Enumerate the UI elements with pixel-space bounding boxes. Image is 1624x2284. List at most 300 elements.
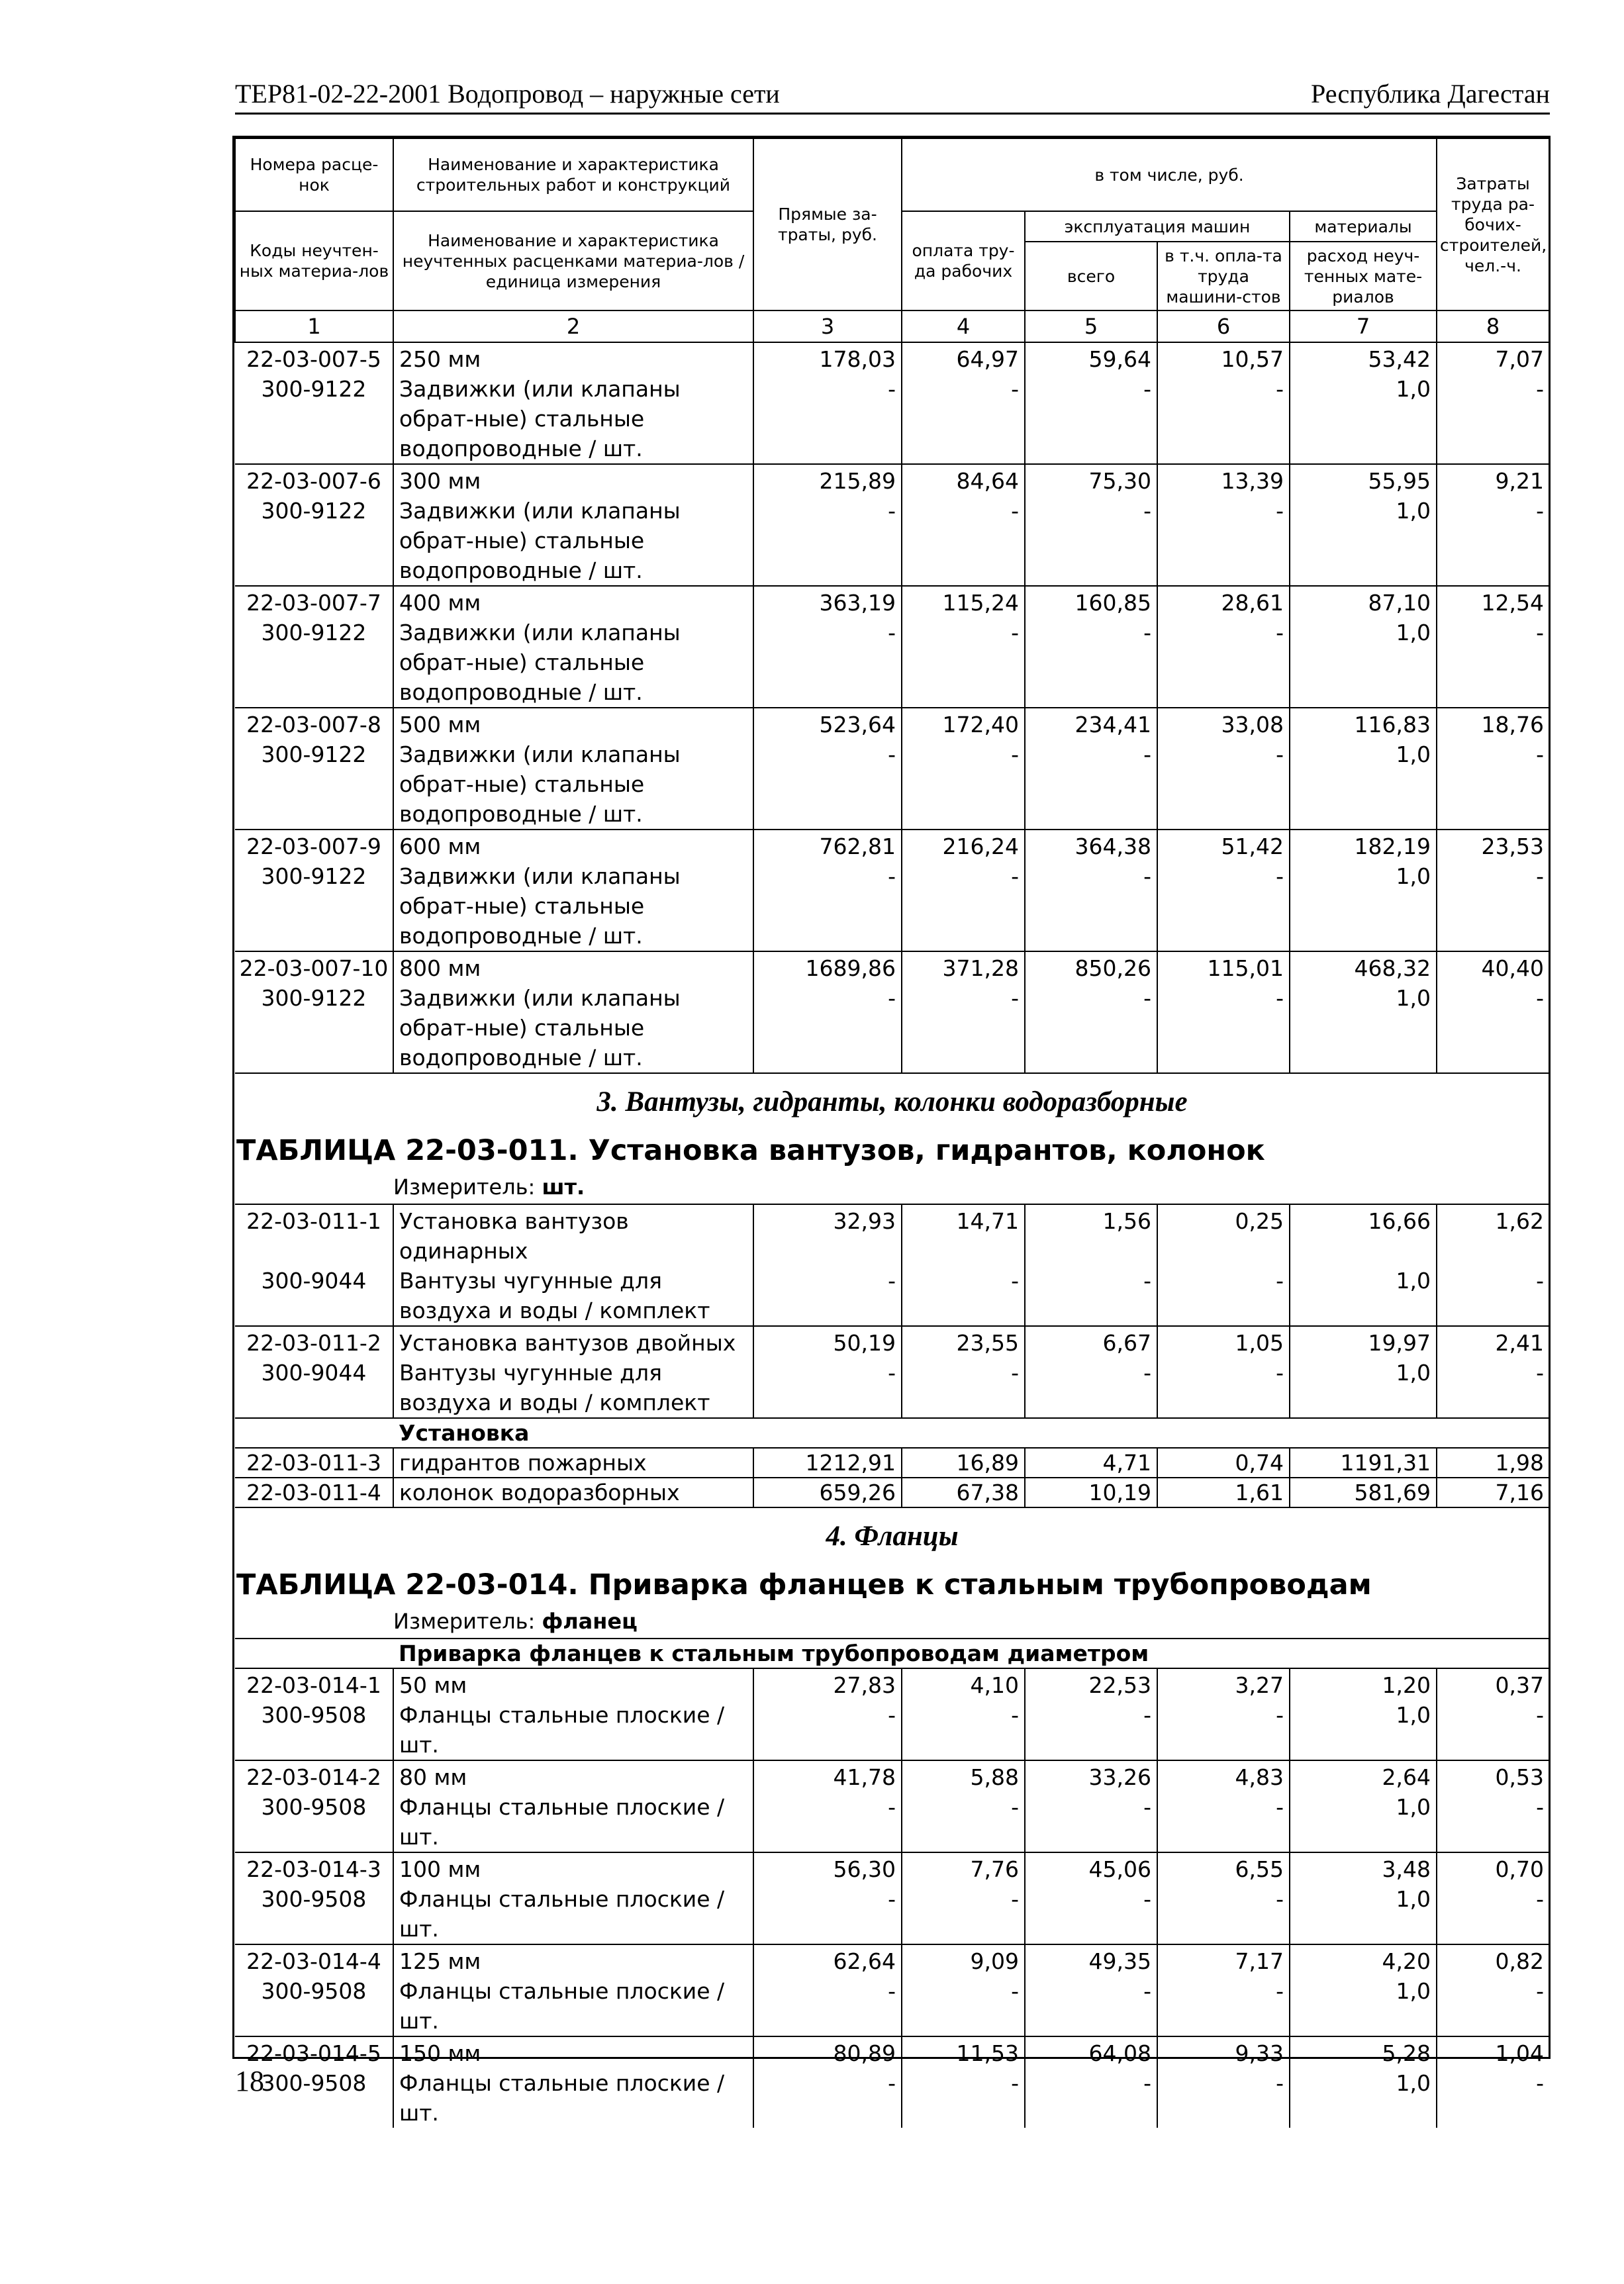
- work-name: 125 мм: [393, 1944, 753, 1976]
- machinist-pay-dash: -: [1157, 983, 1290, 1073]
- material-name: Задвижки (или клапаны обрат-ные) стальные водопроводные / шт.: [393, 374, 753, 464]
- labor-hours: 1,62: [1437, 1204, 1549, 1266]
- labor-hours: 1,04: [1437, 2036, 1549, 2068]
- worker-pay: 7,76: [902, 1852, 1025, 1884]
- labor-hours-dash: -: [1437, 1884, 1549, 1944]
- labor-hours-dash: -: [1437, 1700, 1549, 1760]
- work-name: 50 мм: [393, 1668, 753, 1700]
- material-consumption: 1,0: [1290, 1266, 1437, 1326]
- machinist-pay: 13,39: [1157, 464, 1290, 496]
- direct-costs: 27,83: [753, 1668, 902, 1700]
- rate-code: 22-03-007-6: [235, 464, 393, 496]
- material-row: [235, 1976, 1549, 2036]
- material-code: 300-9508: [261, 2070, 367, 2096]
- labor-hours: 0,53: [1437, 1760, 1549, 1792]
- rate-row: [235, 1852, 1549, 1884]
- column-number: 3: [753, 310, 902, 342]
- work-name: 500 мм: [393, 708, 753, 739]
- rate-code: 22-03-011-3: [235, 1448, 393, 1478]
- machines-total-dash: -: [1025, 861, 1157, 951]
- worker-pay-dash: -: [902, 1266, 1025, 1326]
- direct-costs-dash: -: [753, 1976, 902, 2036]
- material-name: Фланцы стальные плоские / шт.: [393, 2068, 753, 2128]
- machines-total-dash: -: [1025, 1700, 1157, 1760]
- section-title: 4. Фланцы: [826, 1521, 959, 1552]
- header-material-name: Наименование и характеристика неучтенных расценками материа-лов / единица измерения: [393, 211, 753, 310]
- machinist-pay: 7,17: [1157, 1944, 1290, 1976]
- material-row: [235, 1884, 1549, 1944]
- material-code: 300-9122: [261, 863, 367, 889]
- machines-total: 49,35: [1025, 1944, 1157, 1976]
- column-number: 8: [1437, 310, 1549, 342]
- material-row: [235, 1792, 1549, 1852]
- machines-total: 1,56: [1025, 1204, 1157, 1266]
- column-number: 1: [235, 310, 393, 342]
- material-consumption: 1,0: [1290, 2068, 1437, 2128]
- worker-pay-dash: -: [902, 1976, 1025, 2036]
- worker-pay: 23,55: [902, 1326, 1025, 1358]
- header-machinist-pay: в т.ч. опла-та труда машини-стов: [1157, 242, 1290, 310]
- labor-hours: 1,98: [1437, 1448, 1549, 1478]
- worker-pay-dash: -: [902, 983, 1025, 1073]
- labor-hours: 40,40: [1437, 951, 1549, 983]
- materials-cost: 3,48: [1290, 1852, 1437, 1884]
- work-name: колонок водоразборных: [393, 1478, 753, 1507]
- rate-code: 22-03-011-2: [235, 1326, 393, 1358]
- materials-cost: 182,19: [1290, 830, 1437, 861]
- measure-value: фланец: [542, 1609, 638, 1634]
- header-rate-number: Номера расце-нок: [235, 138, 393, 211]
- machines-total-dash: -: [1025, 618, 1157, 708]
- machinist-pay: 3,27: [1157, 1668, 1290, 1700]
- worker-pay-dash: -: [902, 1358, 1025, 1418]
- direct-costs-dash: -: [753, 861, 902, 951]
- material-code: 300-9508: [261, 1794, 367, 1820]
- materials-cost: 1,20: [1290, 1668, 1437, 1700]
- worker-pay: 14,71: [902, 1204, 1025, 1266]
- work-name: Установка вантузов двойных: [393, 1326, 753, 1358]
- material-name: Задвижки (или клапаны обрат-ные) стальные водопроводные / шт.: [393, 496, 753, 586]
- direct-costs: 659,26: [753, 1478, 902, 1507]
- subheading-row: [235, 1418, 1549, 1448]
- material-code: 300-9122: [261, 498, 367, 524]
- machinist-pay: 4,83: [1157, 1760, 1290, 1792]
- rate-code: 22-03-007-10: [235, 951, 393, 983]
- header-machines: эксплуатация машин: [1025, 211, 1290, 242]
- rate-row: [235, 342, 1549, 374]
- material-row: [235, 374, 1549, 464]
- work-name: 600 мм: [393, 830, 753, 861]
- material-row: [235, 861, 1549, 951]
- machines-total: 33,26: [1025, 1760, 1157, 1792]
- header-material-code: Коды неучтен-ных материа-лов: [235, 211, 393, 310]
- section-block: [235, 1507, 1549, 1639]
- direct-costs: 363,19: [753, 586, 902, 618]
- worker-pay: 67,38: [902, 1478, 1025, 1507]
- header-material-consumption: расход неуч-тенных мате-риалов: [1290, 242, 1437, 310]
- subheading: Установка: [393, 1418, 1549, 1448]
- labor-hours-dash: -: [1437, 861, 1549, 951]
- machines-total: 234,41: [1025, 708, 1157, 739]
- direct-costs-dash: -: [753, 496, 902, 586]
- work-name: 100 мм: [393, 1852, 753, 1884]
- machinist-pay: 6,55: [1157, 1852, 1290, 1884]
- machines-total-dash: -: [1025, 1792, 1157, 1852]
- labor-hours: 0,70: [1437, 1852, 1549, 1884]
- material-consumption: 1,0: [1290, 1884, 1437, 1944]
- rate-code: 22-03-014-5: [235, 2036, 393, 2068]
- rate-row: [235, 1760, 1549, 1792]
- material-name: Вантузы чугунные для воздуха и воды / комплект: [393, 1358, 753, 1418]
- machinist-pay-dash: -: [1157, 1792, 1290, 1852]
- rate-code: 22-03-011-1: [235, 1204, 393, 1266]
- material-code: 300-9122: [261, 376, 367, 402]
- machines-total: 59,64: [1025, 342, 1157, 374]
- labor-hours-dash: -: [1437, 1976, 1549, 2036]
- material-code: 300-9122: [261, 741, 367, 767]
- measure-unit: [235, 1170, 1549, 1204]
- machines-total: 10,19: [1025, 1478, 1157, 1507]
- worker-pay-dash: -: [902, 618, 1025, 708]
- material-name: Задвижки (или клапаны обрат-ные) стальные водопроводные / шт.: [393, 983, 753, 1073]
- worker-pay: 9,09: [902, 1944, 1025, 1976]
- direct-costs-dash: -: [753, 1358, 902, 1418]
- materials-cost: 19,97: [1290, 1326, 1437, 1358]
- machinist-pay-dash: -: [1157, 1976, 1290, 2036]
- labor-hours: 9,21: [1437, 464, 1549, 496]
- worker-pay: 16,89: [902, 1448, 1025, 1478]
- machines-total-dash: -: [1025, 1884, 1157, 1944]
- header-materials: материалы: [1290, 211, 1437, 242]
- material-consumption: 1,0: [1290, 496, 1437, 586]
- work-name: 150 мм: [393, 2036, 753, 2068]
- materials-cost: 55,95: [1290, 464, 1437, 496]
- price-table: [234, 138, 1550, 2128]
- rate-row: [235, 1204, 1549, 1266]
- machinist-pay: 1,05: [1157, 1326, 1290, 1358]
- machinist-pay: 33,08: [1157, 708, 1290, 739]
- direct-costs-dash: -: [753, 2068, 902, 2128]
- rate-code: 22-03-011-4: [235, 1478, 393, 1507]
- materials-cost: 5,28: [1290, 2036, 1437, 2068]
- material-name: Задвижки (или клапаны обрат-ные) стальные водопроводные / шт.: [393, 739, 753, 830]
- page-number: 18: [235, 2065, 264, 2097]
- direct-costs: 50,19: [753, 1326, 902, 1358]
- rate-row: [235, 951, 1549, 983]
- rate-row: [235, 1668, 1549, 1700]
- material-consumption: 1,0: [1290, 1792, 1437, 1852]
- worker-pay: 11,53: [902, 2036, 1025, 2068]
- material-consumption: 1,0: [1290, 1358, 1437, 1418]
- measure-unit: [235, 1605, 1549, 1638]
- materials-cost: 468,32: [1290, 951, 1437, 983]
- direct-costs: 32,93: [753, 1204, 902, 1266]
- labor-hours: 2,41: [1437, 1326, 1549, 1358]
- machinist-pay: 10,57: [1157, 342, 1290, 374]
- column-number-row: [235, 310, 1549, 342]
- worker-pay-dash: -: [902, 374, 1025, 464]
- material-row: [235, 618, 1549, 708]
- machines-total: 22,53: [1025, 1668, 1157, 1700]
- machines-total-dash: -: [1025, 1976, 1157, 2036]
- work-name: 800 мм: [393, 951, 753, 983]
- material-name: Вантузы чугунные для воздуха и воды / комплект: [393, 1266, 753, 1326]
- material-code: 300-9508: [261, 1978, 367, 2004]
- worker-pay: 371,28: [902, 951, 1025, 983]
- header-machines-total: всего: [1025, 242, 1157, 310]
- section-title: 3. Вантузы, гидранты, колонки водоразборные: [597, 1086, 1188, 1118]
- materials-cost: 581,69: [1290, 1478, 1437, 1507]
- subheading-row: [235, 1639, 1549, 1668]
- machines-total: 160,85: [1025, 586, 1157, 618]
- material-name: Фланцы стальные плоские / шт.: [393, 1700, 753, 1760]
- worker-pay: 4,10: [902, 1668, 1025, 1700]
- direct-costs: 523,64: [753, 708, 902, 739]
- work-name: гидрантов пожарных: [393, 1448, 753, 1478]
- material-consumption: 1,0: [1290, 1700, 1437, 1760]
- rate-code: 22-03-007-8: [235, 708, 393, 739]
- material-name: Задвижки (или клапаны обрат-ные) стальные водопроводные / шт.: [393, 861, 753, 951]
- material-consumption: 1,0: [1290, 861, 1437, 951]
- labor-hours-dash: -: [1437, 983, 1549, 1073]
- header-direct-costs: Прямые за-траты, руб.: [753, 138, 902, 310]
- worker-pay: 64,97: [902, 342, 1025, 374]
- column-number: 2: [393, 310, 753, 342]
- machinist-pay-dash: -: [1157, 496, 1290, 586]
- machines-total-dash: -: [1025, 983, 1157, 1073]
- worker-pay: 5,88: [902, 1760, 1025, 1792]
- worker-pay-dash: -: [902, 1792, 1025, 1852]
- machines-total-dash: -: [1025, 496, 1157, 586]
- direct-costs: 41,78: [753, 1760, 902, 1792]
- direct-costs-dash: -: [753, 374, 902, 464]
- labor-hours: 7,07: [1437, 342, 1549, 374]
- labor-hours-dash: -: [1437, 374, 1549, 464]
- rate-code: 22-03-007-5: [235, 342, 393, 374]
- direct-costs: 1689,86: [753, 951, 902, 983]
- worker-pay-dash: -: [902, 861, 1025, 951]
- subheading: Приварка фланцев к стальным трубопроводам диаметром: [393, 1639, 1549, 1668]
- work-name: 400 мм: [393, 586, 753, 618]
- material-name: Фланцы стальные плоские / шт.: [393, 1792, 753, 1852]
- price-table-frame: [232, 136, 1551, 2126]
- labor-hours-dash: -: [1437, 496, 1549, 586]
- material-name: Фланцы стальные плоские / шт.: [393, 1976, 753, 2036]
- rate-row: [235, 1478, 1549, 1507]
- machinist-pay-dash: -: [1157, 739, 1290, 830]
- direct-costs-dash: -: [753, 1266, 902, 1326]
- rate-row: [235, 708, 1549, 739]
- machinist-pay-dash: -: [1157, 861, 1290, 951]
- subheading-spacer: [235, 1639, 393, 1668]
- labor-hours-dash: -: [1437, 1792, 1549, 1852]
- direct-costs: 1212,91: [753, 1448, 902, 1478]
- rate-code: 22-03-014-2: [235, 1760, 393, 1792]
- rate-row: [235, 1326, 1549, 1358]
- labor-hours-dash: -: [1437, 739, 1549, 830]
- work-name: 300 мм: [393, 464, 753, 496]
- material-row: [235, 496, 1549, 586]
- labor-hours-dash: -: [1437, 2068, 1549, 2128]
- rate-row: [235, 830, 1549, 861]
- materials-cost: 2,64: [1290, 1760, 1437, 1792]
- material-consumption: 1,0: [1290, 374, 1437, 464]
- labor-hours-dash: -: [1437, 1266, 1549, 1326]
- section-block: [235, 1073, 1549, 1204]
- labor-hours: 7,16: [1437, 1478, 1549, 1507]
- direct-costs-dash: -: [753, 983, 902, 1073]
- material-consumption: 1,0: [1290, 983, 1437, 1073]
- machines-total-dash: -: [1025, 1266, 1157, 1326]
- table-title: ТАБЛИЦА 22-03-011. Установка вантузов, гидрантов, колонок: [236, 1134, 1265, 1167]
- material-row: [235, 1266, 1549, 1326]
- rate-code: 22-03-014-1: [235, 1668, 393, 1700]
- worker-pay-dash: -: [902, 739, 1025, 830]
- materials-cost: 116,83: [1290, 708, 1437, 739]
- worker-pay: 172,40: [902, 708, 1025, 739]
- material-code: 300-9122: [261, 985, 367, 1011]
- rate-code: 22-03-014-4: [235, 1944, 393, 1976]
- machinist-pay: 0,74: [1157, 1448, 1290, 1478]
- column-number: 6: [1157, 310, 1290, 342]
- direct-costs: 178,03: [753, 342, 902, 374]
- machines-total-dash: -: [1025, 1358, 1157, 1418]
- header-worker-pay: оплата тру-да рабочих: [902, 211, 1025, 310]
- materials-cost: 53,42: [1290, 342, 1437, 374]
- labor-hours: 0,82: [1437, 1944, 1549, 1976]
- machines-total-dash: -: [1025, 739, 1157, 830]
- measure-label: Измеритель:: [393, 1609, 536, 1634]
- worker-pay: 115,24: [902, 586, 1025, 618]
- direct-costs: 56,30: [753, 1852, 902, 1884]
- worker-pay: 84,64: [902, 464, 1025, 496]
- direct-costs: 80,89: [753, 2036, 902, 2068]
- section-block-cell: [235, 1073, 1549, 1204]
- material-consumption: 1,0: [1290, 1976, 1437, 2036]
- machines-total-dash: -: [1025, 2068, 1157, 2128]
- machines-total: 64,08: [1025, 2036, 1157, 2068]
- materials-cost: 87,10: [1290, 586, 1437, 618]
- material-name: Задвижки (или клапаны обрат-ные) стальные водопроводные / шт.: [393, 618, 753, 708]
- machinist-pay-dash: -: [1157, 374, 1290, 464]
- work-name: 250 мм: [393, 342, 753, 374]
- labor-hours: 18,76: [1437, 708, 1549, 739]
- running-header: [235, 78, 1550, 111]
- rate-row: [235, 464, 1549, 496]
- material-row: [235, 1358, 1549, 1418]
- material-name: Фланцы стальные плоские / шт.: [393, 1884, 753, 1944]
- machinist-pay: 28,61: [1157, 586, 1290, 618]
- rate-code: 22-03-007-7: [235, 586, 393, 618]
- work-name: 80 мм: [393, 1760, 753, 1792]
- machinist-pay: 115,01: [1157, 951, 1290, 983]
- direct-costs-dash: -: [753, 1700, 902, 1760]
- labor-hours-dash: -: [1437, 1358, 1549, 1418]
- column-number: 4: [902, 310, 1025, 342]
- material-code: 300-9122: [261, 620, 367, 645]
- material-code: 300-9508: [261, 1886, 367, 1912]
- rate-row: [235, 2036, 1549, 2068]
- material-row: [235, 2068, 1549, 2128]
- machines-total: 6,67: [1025, 1326, 1157, 1358]
- header-work-name: Наименование и характеристика строительных работ и конструкций: [393, 138, 753, 211]
- machines-total: 45,06: [1025, 1852, 1157, 1884]
- rate-row: [235, 1448, 1549, 1478]
- machines-total: 4,71: [1025, 1448, 1157, 1478]
- direct-costs: 762,81: [753, 830, 902, 861]
- column-number: 5: [1025, 310, 1157, 342]
- labor-hours-dash: -: [1437, 618, 1549, 708]
- materials-cost: 1191,31: [1290, 1448, 1437, 1478]
- machinist-pay: 9,33: [1157, 2036, 1290, 2068]
- measure-label: Измеритель:: [393, 1174, 536, 1200]
- machines-total: 364,38: [1025, 830, 1157, 861]
- direct-costs: 215,89: [753, 464, 902, 496]
- worker-pay: 216,24: [902, 830, 1025, 861]
- header-labor-hours: Затраты труда ра-бочих-строителей, чел.-ч.: [1437, 138, 1549, 310]
- worker-pay-dash: -: [902, 496, 1025, 586]
- work-name: Установка вантузов одинарных: [393, 1204, 753, 1266]
- header-title: ТЕР81-02-22-2001 Водопровод – наружные сети: [235, 79, 780, 109]
- material-code: 300-9508: [261, 1702, 367, 1728]
- machinist-pay-dash: -: [1157, 2068, 1290, 2128]
- machinist-pay-dash: -: [1157, 1884, 1290, 1944]
- material-row: [235, 983, 1549, 1073]
- machinist-pay-dash: -: [1157, 1700, 1290, 1760]
- rate-row: [235, 586, 1549, 618]
- material-row: [235, 739, 1549, 830]
- rate-code: 22-03-007-9: [235, 830, 393, 861]
- table-title: ТАБЛИЦА 22-03-014. Приварка фланцев к стальным трубопроводам: [236, 1568, 1372, 1601]
- rate-code: 22-03-014-3: [235, 1852, 393, 1884]
- machines-total-dash: -: [1025, 374, 1157, 464]
- header-rule: [235, 113, 1550, 115]
- material-consumption: 1,0: [1290, 739, 1437, 830]
- materials-cost: 4,20: [1290, 1944, 1437, 1976]
- direct-costs-dash: -: [753, 618, 902, 708]
- machinist-pay-dash: -: [1157, 1358, 1290, 1418]
- machinist-pay: 1,61: [1157, 1478, 1290, 1507]
- material-consumption: 1,0: [1290, 618, 1437, 708]
- direct-costs-dash: -: [753, 1884, 902, 1944]
- rate-row: [235, 1944, 1549, 1976]
- material-code: 300-9044: [261, 1360, 367, 1386]
- section-block-cell: [235, 1507, 1549, 1639]
- table-header-row: [235, 138, 1549, 211]
- machinist-pay: 0,25: [1157, 1204, 1290, 1266]
- machines-total: 850,26: [1025, 951, 1157, 983]
- direct-costs: 62,64: [753, 1944, 902, 1976]
- machines-total: 75,30: [1025, 464, 1157, 496]
- worker-pay-dash: -: [902, 1700, 1025, 1760]
- subheading-spacer: [235, 1418, 393, 1448]
- header-including-group: в том числе, руб.: [902, 138, 1437, 211]
- header-region: Республика Дагестан: [1311, 79, 1550, 109]
- direct-costs-dash: -: [753, 1792, 902, 1852]
- column-number: 7: [1290, 310, 1437, 342]
- worker-pay-dash: -: [902, 2068, 1025, 2128]
- labor-hours: 0,37: [1437, 1668, 1549, 1700]
- measure-value: шт.: [542, 1174, 585, 1200]
- direct-costs-dash: -: [753, 739, 902, 830]
- labor-hours: 12,54: [1437, 586, 1549, 618]
- machinist-pay: 51,42: [1157, 830, 1290, 861]
- material-row: [235, 1700, 1549, 1760]
- machinist-pay-dash: -: [1157, 1266, 1290, 1326]
- worker-pay-dash: -: [902, 1884, 1025, 1944]
- machinist-pay-dash: -: [1157, 618, 1290, 708]
- material-code: 300-9044: [261, 1268, 367, 1294]
